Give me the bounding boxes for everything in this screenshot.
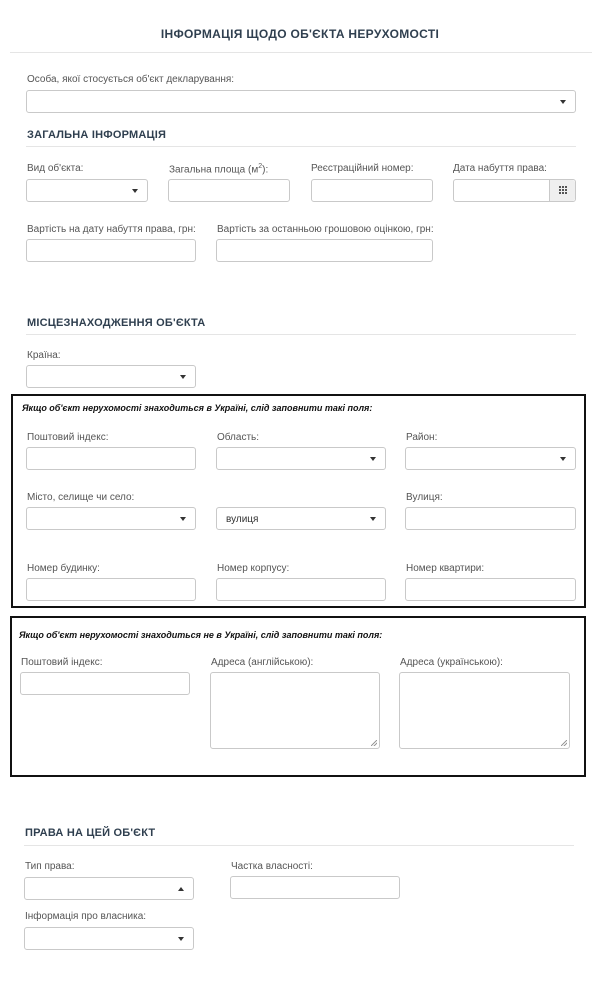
- street-type-value: вулиця: [226, 514, 259, 525]
- right-type-label: Тип права:: [25, 861, 75, 872]
- area-input[interactable]: [168, 179, 290, 202]
- district-select[interactable]: [405, 447, 576, 470]
- reg-number-input[interactable]: [311, 179, 433, 202]
- share-label: Частка власності:: [231, 861, 313, 872]
- street-label: Вулиця:: [406, 492, 443, 503]
- page-title: ІНФОРМАЦІЯ ЩОДО ОБ'ЄКТА НЕРУХОМОСТІ: [160, 27, 440, 41]
- resize-handle-icon[interactable]: [561, 740, 567, 746]
- ua-postal-label: Поштовий індекс:: [27, 432, 109, 443]
- address-en-label: Адреса (англійською):: [211, 657, 314, 668]
- ukraine-note: Якщо об'єкт нерухомості знаходиться в Україні, слід заповнити такі поля:: [22, 403, 373, 413]
- calendar-button[interactable]: [549, 180, 575, 201]
- value-acquire-input[interactable]: [26, 239, 196, 262]
- district-label: Район:: [406, 432, 438, 443]
- object-type-select[interactable]: [26, 179, 148, 202]
- region-select[interactable]: [216, 447, 386, 470]
- rights-heading: ПРАВА НА ЦЕЙ ОБ'ЄКТ: [25, 827, 156, 839]
- chevron-down-icon: [370, 457, 376, 461]
- address-en-textarea[interactable]: [210, 672, 380, 749]
- value-last-label: Вартість за останньою грошовою оцінкою, грн:: [217, 224, 434, 235]
- person-select[interactable]: [26, 90, 576, 113]
- country-select[interactable]: [26, 365, 196, 388]
- street-input[interactable]: [405, 507, 576, 530]
- chevron-down-icon: [178, 937, 184, 941]
- object-type-label: Вид об'єкта:: [27, 163, 84, 174]
- value-last-input[interactable]: [216, 239, 433, 262]
- chevron-down-icon: [560, 100, 566, 104]
- chevron-down-icon: [370, 517, 376, 521]
- foreign-postal-label: Поштовий індекс:: [21, 657, 103, 668]
- acquire-date-input[interactable]: [453, 179, 576, 202]
- city-label: Місто, селище чи село:: [27, 492, 135, 503]
- value-acquire-label: Вартість на дату набуття права, грн:: [27, 224, 196, 235]
- location-heading: МІСЦЕЗНАХОДЖЕННЯ ОБ'ЄКТА: [27, 317, 206, 329]
- owner-info-select[interactable]: [24, 927, 194, 950]
- address-ua-textarea[interactable]: [399, 672, 570, 749]
- acquire-date-label: Дата набуття права:: [453, 163, 547, 174]
- city-select[interactable]: [26, 507, 196, 530]
- right-type-select[interactable]: [24, 877, 194, 900]
- owner-info-label: Інформація про власника:: [25, 911, 147, 922]
- apartment-input[interactable]: [405, 578, 576, 601]
- chevron-down-icon: [180, 517, 186, 521]
- foreign-note: Якщо об'єкт нерухомості знаходиться не в Україні, слід заповнити такі поля:: [19, 630, 383, 640]
- country-label: Країна:: [27, 350, 61, 361]
- apartment-label: Номер квартири:: [406, 563, 485, 574]
- area-label: Загальна площа $(м^2)$:: [169, 163, 269, 176]
- divider: [26, 146, 576, 147]
- foreign-postal-input[interactable]: [20, 672, 190, 695]
- resize-handle-icon[interactable]: [371, 740, 377, 746]
- general-heading: ЗАГАЛЬНА ІНФОРМАЦІЯ: [27, 129, 167, 141]
- region-label: Область:: [217, 432, 260, 443]
- chevron-down-icon: [180, 375, 186, 379]
- address-ua-label: Адреса (українською):: [400, 657, 503, 668]
- street-type-select[interactable]: [216, 507, 386, 530]
- divider: [10, 52, 592, 53]
- share-input[interactable]: [230, 876, 400, 899]
- building-label: Номер корпусу:: [217, 563, 290, 574]
- divider: [24, 845, 574, 846]
- person-label: Особа, якої стосується об'єкт декларування:: [27, 74, 235, 85]
- divider: [26, 334, 576, 335]
- chevron-up-icon: [178, 887, 184, 891]
- reg-number-label: Реєстраційний номер:: [311, 163, 414, 174]
- chevron-down-icon: [560, 457, 566, 461]
- chevron-down-icon: [132, 189, 138, 193]
- ua-postal-input[interactable]: [26, 447, 196, 470]
- house-input[interactable]: [26, 578, 196, 601]
- house-label: Номер будинку:: [27, 563, 100, 574]
- building-input[interactable]: [216, 578, 386, 601]
